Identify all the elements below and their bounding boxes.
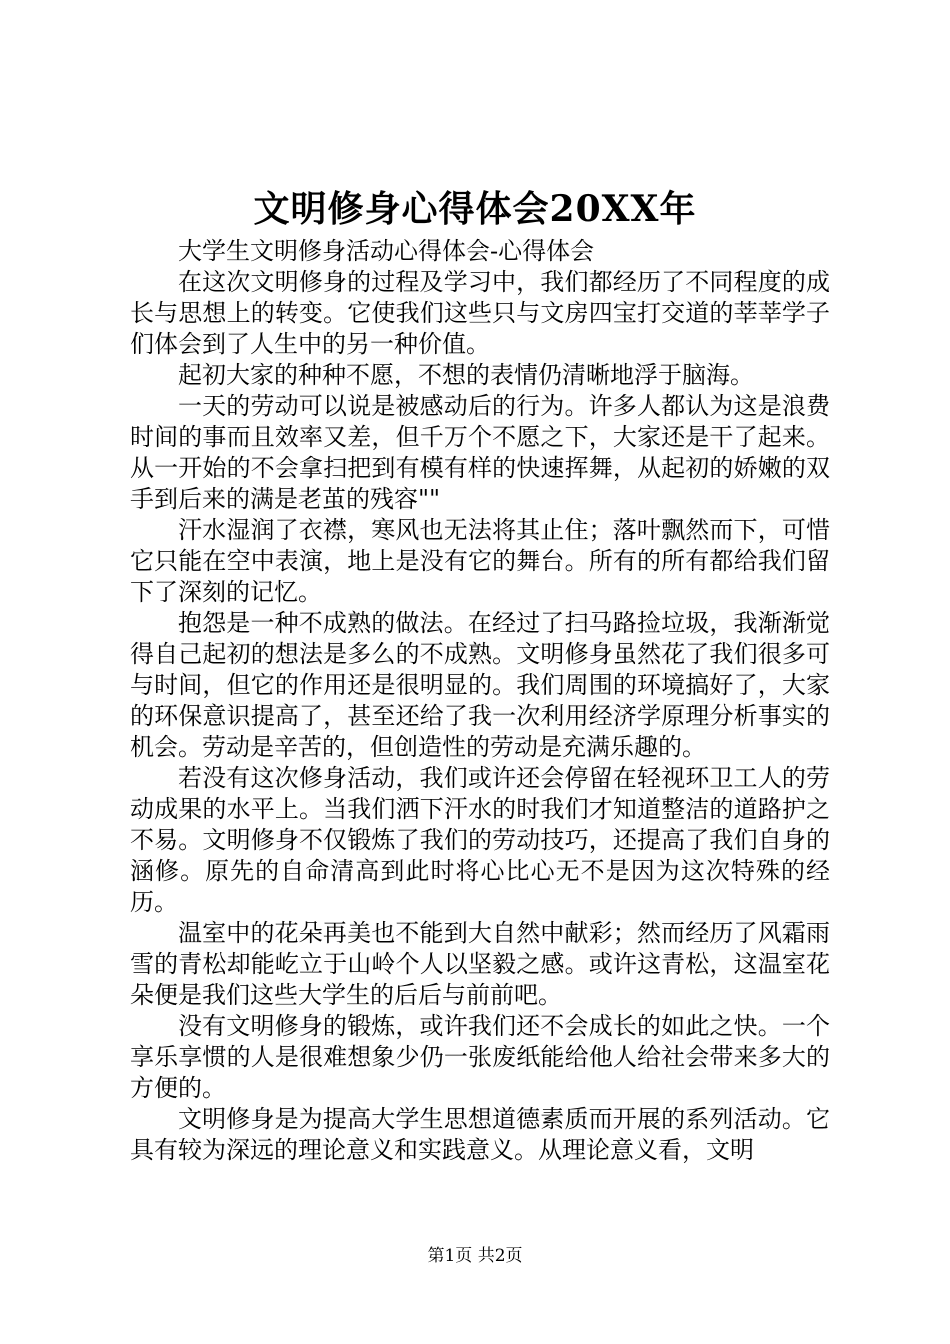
paragraph: 汗水湿润了衣襟，寒风也无法将其止住；落叶飘然而下，可惜它只能在空中表演，地上是没有它的舞台。所有的所有都给我们留下了深刻的记忆。: [130, 516, 830, 606]
paragraph: 一天的劳动可以说是被感动后的行为。许多人都认为这是浪费时间的事而且效率又差，但千万个不愿之下，大家还是干了起来。从一开始的不会拿扫把到有模有样的快速挥舞，从起初的娇嫩的双手到后来的满是老茧的残容"": [130, 392, 830, 513]
paragraph: 没有文明修身的锻炼，或许我们还不会成长的如此之快。一个享乐享惯的人是很难想象少仍一张废纸能给他人给社会带来多大的方便的。: [130, 1012, 830, 1102]
document-body: [130, 236, 830, 1166]
paragraph: 温室中的花朵再美也不能到大自然中献彩；然而经历了风霜雨雪的青松却能屹立于山岭个人以坚毅之感。或许这青松，这温室花朵便是我们这些大学生的后后与前前吧。: [130, 919, 830, 1009]
paragraph: 大学生文明修身活动心得体会-心得体会: [178, 237, 595, 265]
paragraph: 文明修身是为提高大学生思想道德素质而开展的系列活动。它具有较为深远的理论意义和实践意义。从理论意义看，文明: [130, 1105, 830, 1164]
document-title: 文明修身心得体会20XX年: [253, 188, 697, 230]
paragraph: 抱怨是一种不成熟的做法。在经过了扫马路捡垃圾，我渐渐觉得自己起初的想法是多么的不成熟。文明修身虽然花了我们很多可与时间，但它的作用还是很明显的。我们周围的环境搞好了，大家的环保意识提高了，甚至还给了我一次利用经济学原理分析事实的机会。劳动是辛苦的，但创造性的劳动是充满乐趣的。: [130, 609, 830, 761]
paragraph: 起初大家的种种不愿，不想的表情仍清晰地浮于脑海。: [178, 361, 754, 389]
paragraph: 若没有这次修身活动，我们或许还会停留在轻视环卫工人的劳动成果的水平上。当我们洒下汗水的时我们才知道整洁的道路护之不易。文明修身不仅锻炼了我们的劳动技巧，还提高了我们自身的涵修。原先的自命清高到此时将心比心无不是因为这次特殊的经历。: [130, 764, 830, 916]
paragraph: 在这次文明修身的过程及学习中，我们都经历了不同程度的成长与思想上的转变。它使我们这些只与文房四宝打交道的莘莘学子们体会到了人生中的另一种价值。: [130, 268, 830, 358]
page-footer: 第1页 共2页: [427, 1246, 523, 1266]
